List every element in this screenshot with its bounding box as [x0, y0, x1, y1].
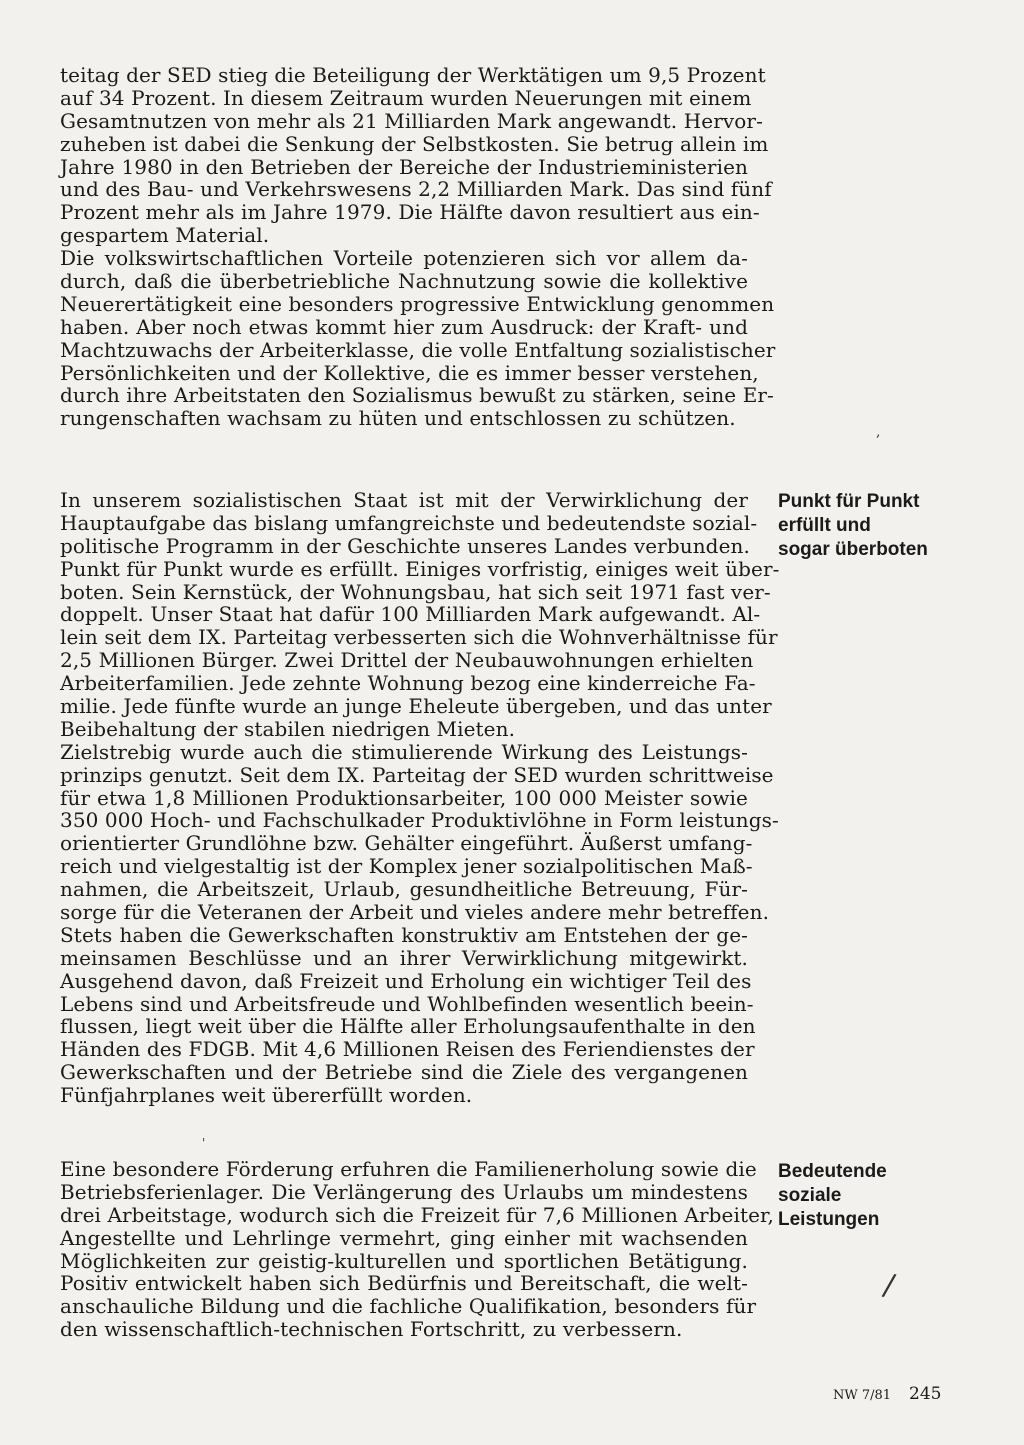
text-line: meinsamen Beschlüsse und an ihrer Verwirklichung mitgewirkt. — [60, 945, 748, 970]
text-line: Arbeiterfamilien. Jede zehnte Wohnung bezog eine kinderreiche Fa- — [60, 671, 756, 696]
journal-reference: NW 7/81 — [833, 1388, 892, 1403]
scan-speck: ' — [202, 1136, 206, 1150]
text-line: für etwa 1,8 Millionen Produktionsarbeiter, 100 000 Meister sowie — [60, 785, 748, 810]
text-line: sorge für die Veteranen der Arbeit und vieles andere mehr betreffen. — [60, 900, 770, 925]
text-line: auf 34 Prozent. In diesem Zeitraum wurden Neuerungen mit einem — [60, 85, 752, 110]
margin-heading-line: Leistungen — [778, 1209, 880, 1230]
text-line: Zielstrebig wurde auch die stimulierende Wirkung des Leistungs- — [60, 739, 748, 764]
text-line: nahmen, die Arbeitszeit, Urlaub, gesundheitliche Betreuung, Für- — [60, 877, 748, 902]
text-line: Beibehaltung der stabilen niedrigen Mieten. — [60, 716, 516, 741]
text-line: 2,5 Millionen Bürger. Zwei Drittel der Neubauwohnungen erhielten — [60, 648, 754, 673]
scan-pen-mark: / — [880, 1267, 898, 1304]
text-line: teitag der SED stieg die Beteiligung der Werktätigen um 9,5 Prozent — [60, 63, 766, 87]
text-line: Hauptaufgabe das bislang umfangreichste und bedeutendste sozial- — [60, 510, 758, 535]
text-line: Die volkswirtschaftlichen Vorteile potenzieren sich vor allem da- — [60, 246, 748, 271]
text-line: lein seit dem IX. Parteitag verbesserten sich die Wohnverhältnisse für — [60, 625, 778, 650]
text-line: durch, daß die überbetriebliche Nachnutzung sowie die kollektive — [60, 269, 748, 294]
text-line: boten. Sein Kernstück, der Wohnungsbau, hat sich seit 1971 fast ver- — [60, 579, 771, 604]
body-section-2 — [60, 488, 780, 1108]
text-line: Ausgehend davon, daß Freizeit und Erholung ein wichtiger Teil des — [60, 968, 752, 993]
text-line: doppelt. Unser Staat hat dafür 100 Milliarden Mark aufgewandt. Al- — [60, 602, 761, 627]
text-line: Angestellte und Lehrlinge vermehrt, ging einher mit wachsenden — [60, 1225, 748, 1250]
text-line: orientierter Grundlöhne bzw. Gehälter eingeführt. Äußerst umfang- — [60, 831, 753, 856]
text-line: flussen, liegt weit über die Hälfte aller Erholungsaufenthalte in den — [60, 1014, 756, 1039]
margin-heading-line: sogar überboten — [778, 539, 928, 560]
text-line: Lebens sind und Arbeitsfreude und Wohlbefinden wesentlich beein- — [60, 991, 754, 1016]
text-line: Positiv entwickelt haben sich Bedürfnis und Bereitschaft, die welt- — [60, 1271, 748, 1296]
margin-heading-line: Bedeutende — [778, 1161, 887, 1182]
text-line: Fünfjahrplanes weit übererfüllt worden. — [60, 1083, 473, 1108]
text-line: Gesamtnutzen von mehr als 21 Milliarden Mark angewandt. Hervor- — [60, 108, 763, 133]
text-line: Machtzuwachs der Arbeiterklasse, die volle Entfaltung sozialistischer — [60, 337, 776, 362]
text-line: und des Bau- und Verkehrswesens 2,2 Milliarden Mark. Das sind fünf — [60, 177, 772, 202]
text-line: rungenschaften wachsam zu hüten und entschlossen zu schützen. — [60, 406, 736, 431]
text-line: drei Arbeitstage, wodurch sich die Freizeit für 7,6 Millionen Arbeiter, — [60, 1202, 774, 1227]
text-line: Jahre 1980 in den Betrieben der Bereiche der Industrieministerien — [60, 154, 748, 179]
margin-heading-line: soziale — [778, 1185, 842, 1206]
text-line: Gewerkschaften und der Betriebe sind die Ziele des vergangenen — [60, 1060, 748, 1085]
text-line: Händen des FDGB. Mit 4,6 Millionen Reisen des Feriendienstes der — [60, 1037, 755, 1062]
body-section-1 — [60, 63, 776, 431]
page-number: 245 — [909, 1384, 942, 1404]
text-line: Eine besondere Förderung erfuhren die Familienerholung sowie die — [60, 1157, 757, 1181]
margin-heading-1 — [778, 490, 978, 562]
text-line: Prozent mehr als im Jahre 1979. Die Hälfte davon resultiert aus ein- — [60, 200, 760, 225]
text-line: milie. Jede fünfte wurde an junge Eheleute übergeben, und das unter — [60, 694, 772, 719]
margin-heading-2 — [778, 1160, 978, 1232]
body-section-3 — [60, 1157, 774, 1342]
text-line: reich und vielgestaltig ist der Komplex jener sozialpolitischen Maß- — [60, 854, 753, 879]
text-line: gespartem Material. — [60, 223, 270, 248]
text-line: zuheben ist dabei die Senkung der Selbstkosten. Sie betrug allein im — [60, 131, 769, 156]
text-line: haben. Aber noch etwas kommt hier zum Ausdruck: der Kraft- und — [60, 314, 748, 339]
text-line: Stets haben die Gewerkschaften konstruktiv am Entstehen der ge- — [60, 922, 748, 947]
text-line: In unserem sozialistischen Staat ist mit der Verwirklichung der — [60, 488, 748, 512]
text-line: 350 000 Hoch- und Fachschulkader Produktivlöhne in Form leistungs- — [60, 808, 779, 833]
text-line: Persönlichkeiten und der Kollektive, die es immer besser verstehen, — [60, 360, 759, 385]
text-line: Neuerertätigkeit eine besonders progressive Entwicklung genommen — [60, 291, 775, 316]
text-line: Betriebsferienlager. Die Verlängerung des Urlaubs um mindestens — [60, 1179, 748, 1204]
text-line: Punkt für Punkt wurde es erfüllt. Einiges vorfristig, einiges weit über- — [60, 556, 780, 581]
text-line: prinzips genutzt. Seit dem IX. Parteitag der SED wurden schrittweise — [60, 762, 774, 787]
text-line: anschauliche Bildung und die fachliche Qualifikation, besonders für — [60, 1294, 757, 1319]
text-line: Möglichkeiten zur geistig-kulturellen und sportlichen Betätigung. — [60, 1248, 748, 1273]
scan-speck: , — [876, 424, 881, 440]
text-line: durch ihre Arbeitstaten den Sozialismus bewußt zu stärken, seine Er- — [60, 383, 774, 408]
text-line: den wissenschaftlich-technischen Fortschritt, zu verbessern. — [60, 1317, 683, 1342]
margin-heading-line: Punkt für Punkt — [778, 491, 920, 512]
text-line: politische Programm in der Geschichte unseres Landes verbunden. — [60, 533, 750, 558]
margin-heading-line: erfüllt und — [778, 515, 871, 536]
